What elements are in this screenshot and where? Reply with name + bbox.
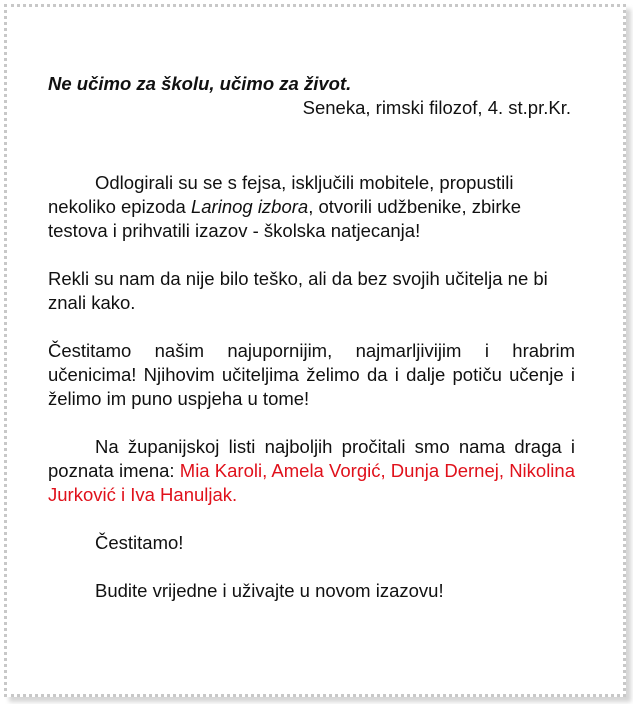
paragraph-4-intro: Na županijskoj listi najboljih pročitali smo nama draga i poznata imena: <box>48 436 575 481</box>
motto-quote: Ne učimo za školu, učimo za život. <box>48 73 352 94</box>
paragraph-2: Rekli su nam da nije bilo teško, ali da bez svojih učitelja ne bi znali kako. <box>48 268 548 313</box>
paragraph-congrats: Čestitamo! <box>95 532 184 553</box>
paragraph-1-before: Odlogirali su se s fejsa, isključili mobitele, propustili nekoliko epizoda <box>48 172 514 217</box>
student-names: Mia Karoli, Amela Vorgić, Dunja Dernej, Nikolina Jurković i Iva Hanuljak. <box>48 460 575 505</box>
document-body <box>48 72 575 603</box>
paragraph-3: Čestitamo našim najupornijim, najmarljivijim i hrabrim učenicima! Njihovim učiteljima želimo da i dalje potiču učenje i želimo im puno uspjeha u tome! <box>48 340 575 409</box>
paragraph-closing: Budite vrijedne i uživajte u novom izazovu! <box>95 580 444 601</box>
paragraph-4 <box>48 435 575 507</box>
quote-attribution: Seneka, rimski filozof, 4. st.pr.Kr. <box>302 97 571 118</box>
paragraph-1 <box>48 171 575 243</box>
show-title: Larinog izbora <box>190 196 309 217</box>
paragraph-1-after: , otvorili udžbenike, zbirke testova i prihvatili izazov - školska natjecanja! <box>48 196 522 241</box>
